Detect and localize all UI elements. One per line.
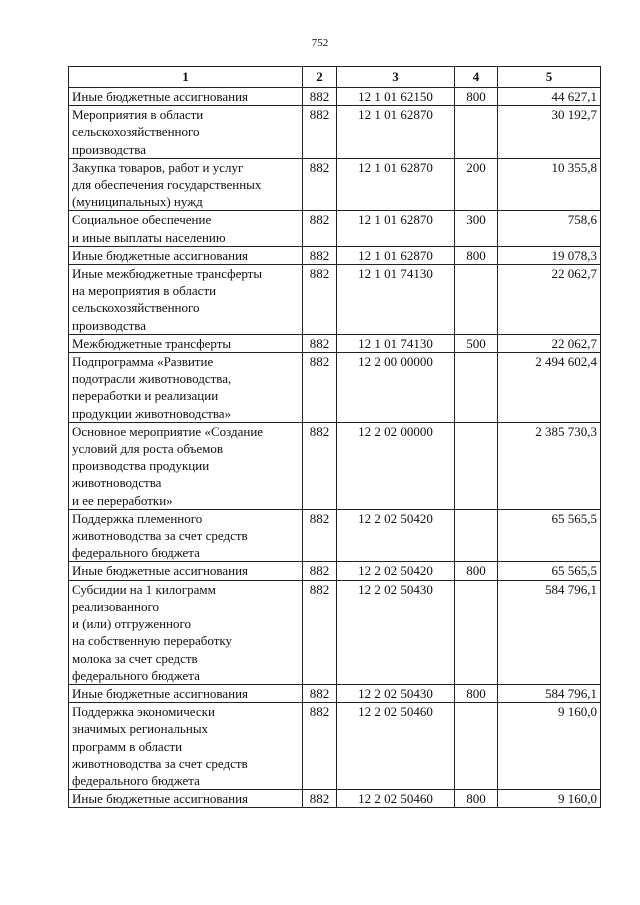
row-gr-cell: 882	[303, 703, 337, 790]
row-csr-cell: 12 1 01 74130	[337, 265, 455, 335]
row-sum-cell: 584 796,1	[498, 580, 601, 684]
row-sum-cell: 2 385 730,3	[498, 422, 601, 509]
row-csr-cell: 12 1 01 62870	[337, 158, 455, 211]
row-gr-cell: 882	[303, 334, 337, 352]
table-row	[69, 703, 601, 790]
row-name-cell: Иные бюджетные ассигнования	[69, 562, 303, 580]
row-name-cell: Субсидии на 1 килограмм реализованного и (или) отгруженного на собственную переработку молока за счет средств федерального бюджета	[69, 580, 303, 684]
row-gr-cell: 882	[303, 106, 337, 159]
row-vr-cell: 500	[455, 334, 498, 352]
table-row	[69, 422, 601, 509]
row-name-cell: Иные бюджетные ассигнования	[69, 684, 303, 702]
row-gr-cell: 882	[303, 790, 337, 808]
table-row	[69, 158, 601, 211]
row-sum-cell: 9 160,0	[498, 703, 601, 790]
table-row	[69, 334, 601, 352]
row-vr-cell: 200	[455, 158, 498, 211]
row-gr-cell: 882	[303, 265, 337, 335]
row-gr-cell: 882	[303, 158, 337, 211]
row-vr-cell	[455, 353, 498, 423]
row-vr-cell	[455, 580, 498, 684]
row-csr-cell: 12 2 02 50420	[337, 562, 455, 580]
header-row	[69, 67, 601, 88]
table-row	[69, 684, 601, 702]
row-gr-cell: 882	[303, 353, 337, 423]
row-name-cell: Мероприятия в области сельскохозяйственного производства	[69, 106, 303, 159]
row-vr-cell	[455, 265, 498, 335]
row-sum-cell: 758,6	[498, 211, 601, 246]
row-gr-cell: 882	[303, 211, 337, 246]
row-sum-cell: 65 565,5	[498, 562, 601, 580]
row-csr-cell: 12 1 01 62150	[337, 88, 455, 106]
row-csr-cell: 12 1 01 62870	[337, 211, 455, 246]
table-row	[69, 211, 601, 246]
row-name-cell: Основное мероприятие «Создание условий для роста объемов производства продукции животноводства и ее переработки»	[69, 422, 303, 509]
row-sum-cell: 9 160,0	[498, 790, 601, 808]
table-row	[69, 353, 601, 423]
row-name-cell: Социальное обеспечение и иные выплаты населению	[69, 211, 303, 246]
table-row	[69, 509, 601, 562]
row-gr-cell: 882	[303, 422, 337, 509]
row-sum-cell: 584 796,1	[498, 684, 601, 702]
row-csr-cell: 12 2 02 50460	[337, 790, 455, 808]
row-name-cell: Поддержка племенного животноводства за счет средств федерального бюджета	[69, 509, 303, 562]
table-row	[69, 265, 601, 335]
row-name-cell: Поддержка экономически значимых региональных программ в области животноводства за счет средств федерального бюджета	[69, 703, 303, 790]
row-gr-cell: 882	[303, 246, 337, 264]
page-number: 752	[311, 37, 329, 49]
row-gr-cell: 882	[303, 684, 337, 702]
row-sum-cell: 22 062,7	[498, 265, 601, 335]
row-gr-cell: 882	[303, 562, 337, 580]
header-col-2: 2	[303, 67, 337, 88]
row-gr-cell: 882	[303, 88, 337, 106]
row-name-cell: Закупка товаров, работ и услуг для обеспечения государственных (муниципальных) нужд	[69, 158, 303, 211]
row-csr-cell: 12 2 02 50420	[337, 509, 455, 562]
row-gr-cell: 882	[303, 509, 337, 562]
row-vr-cell	[455, 509, 498, 562]
row-vr-cell: 800	[455, 246, 498, 264]
row-vr-cell: 300	[455, 211, 498, 246]
row-sum-cell: 65 565,5	[498, 509, 601, 562]
header-col-3: 3	[337, 67, 455, 88]
table-body	[69, 88, 601, 808]
table-row	[69, 790, 601, 808]
row-vr-cell	[455, 106, 498, 159]
row-sum-cell: 10 355,8	[498, 158, 601, 211]
row-sum-cell: 22 062,7	[498, 334, 601, 352]
row-sum-cell: 19 078,3	[498, 246, 601, 264]
header-col-5: 5	[498, 67, 601, 88]
row-vr-cell: 800	[455, 88, 498, 106]
row-csr-cell: 12 2 02 00000	[337, 422, 455, 509]
table-row	[69, 246, 601, 264]
row-name-cell: Подпрограмма «Развитие подотрасли животноводства, переработки и реализации продукции животноводства»	[69, 353, 303, 423]
row-vr-cell	[455, 703, 498, 790]
table-row	[69, 580, 601, 684]
row-csr-cell: 12 2 02 50460	[337, 703, 455, 790]
table-row	[69, 562, 601, 580]
row-csr-cell: 12 1 01 62870	[337, 106, 455, 159]
table-row	[69, 106, 601, 159]
row-name-cell: Межбюджетные трансферты	[69, 334, 303, 352]
row-csr-cell: 12 2 02 50430	[337, 580, 455, 684]
row-csr-cell: 12 2 00 00000	[337, 353, 455, 423]
row-csr-cell: 12 2 02 50430	[337, 684, 455, 702]
table-row	[69, 88, 601, 106]
row-vr-cell: 800	[455, 562, 498, 580]
row-csr-cell: 12 1 01 62870	[337, 246, 455, 264]
row-sum-cell: 44 627,1	[498, 88, 601, 106]
row-name-cell: Иные бюджетные ассигнования	[69, 246, 303, 264]
header-col-1: 1	[69, 67, 303, 88]
row-name-cell: Иные бюджетные ассигнования	[69, 88, 303, 106]
row-gr-cell: 882	[303, 580, 337, 684]
row-vr-cell	[455, 422, 498, 509]
row-sum-cell: 2 494 602,4	[498, 353, 601, 423]
budget-table	[68, 66, 601, 808]
row-vr-cell: 800	[455, 684, 498, 702]
row-sum-cell: 30 192,7	[498, 106, 601, 159]
row-vr-cell: 800	[455, 790, 498, 808]
row-name-cell: Иные межбюджетные трансферты на мероприятия в области сельскохозяйственного производства	[69, 265, 303, 335]
row-csr-cell: 12 1 01 74130	[337, 334, 455, 352]
row-name-cell: Иные бюджетные ассигнования	[69, 790, 303, 808]
header-col-4: 4	[455, 67, 498, 88]
